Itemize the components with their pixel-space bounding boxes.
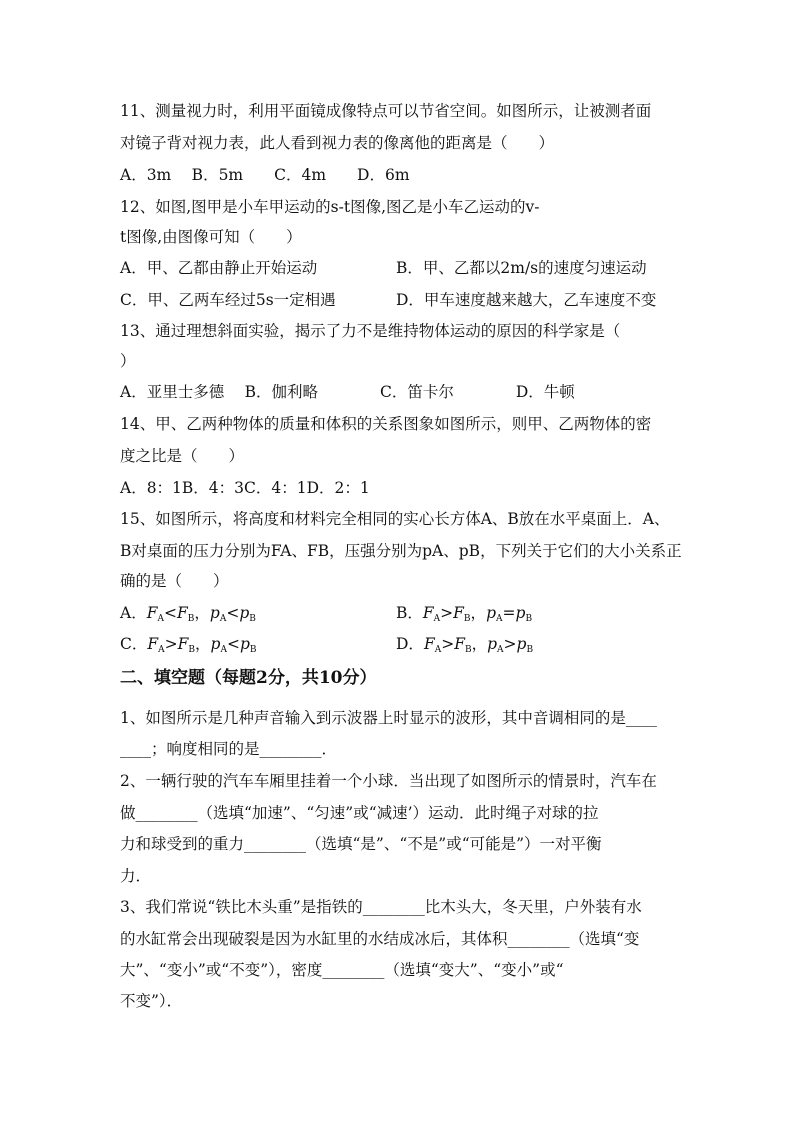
fill-2-line-1: 2、一辆行驶的汽车车厢里挂着一个小球．当出现了如图所示的情景时，汽车在 xyxy=(120,772,657,790)
q12-option-b: B．甲、乙都以2m/s的速度匀速运动 xyxy=(396,259,647,277)
q14-line-1: 14、甲、乙两种物体的质量和体积的关系图象如图所示，则甲、乙两物体的密 xyxy=(120,415,652,433)
q15-option-b: B．$F_A>F_B$，$p_A=p_B$ xyxy=(396,604,533,624)
q11-options: A．3m B．5m C．4m D．6m xyxy=(120,166,410,184)
q12-option-c: C．甲、乙两车经过5s一定相遇 xyxy=(120,291,336,309)
q15-option-a: A．$F_A<F_B$，$p_A<p_B$ xyxy=(120,604,256,624)
q13-options: A．亚里士多德 B．伽利略 C．笛卡尔 D．牛顿 xyxy=(120,383,575,401)
fill-2-line-2: 做________（选填“加速”、“匀速”或“减速’）运动．此时绳子对球的拉 xyxy=(120,804,599,822)
fill-3-line-4: 不变”）． xyxy=(120,992,183,1010)
fill-3-line-3: 大”、“变小”或“不变”），密度________（选填“变大”、“变小”或“ xyxy=(120,961,564,979)
q13-line-1: 13、通过理想斜面实验，揭示了力不是维持物体运动的原因的科学家是（ xyxy=(120,322,621,340)
q15-option-c: C．$F_A>F_B$，$p_A<p_B$ xyxy=(120,635,257,655)
q12-option-d: D．甲车速度越来越大，乙车速度不变 xyxy=(396,291,657,309)
q15-line-2: B对桌面的压力分别为FA、FB，压强分别为pA、pB，下列关于它们的大小关系正 xyxy=(120,542,682,560)
q14-options: A．8：1B．4：3C．4：1D．2：1 xyxy=(120,479,370,497)
fill-2-line-4: 力． xyxy=(120,867,152,885)
fill-1-line-1: 1、如图所示是几种声音输入到示波器上时显示的波形，其中音调相同的是____ xyxy=(120,709,657,727)
section-2-heading: 二、填空题（每题2分，共10分） xyxy=(120,668,377,688)
fill-2-line-3: 力和球受到的重力________（选填“是”、“不是”或“可能是”）一对平衡 xyxy=(120,835,602,853)
q11-line-1: 11、测量视力时，利用平面镜成像特点可以节省空间。如图所示，让被测者面 xyxy=(120,102,652,120)
q14-line-2: 度之比是（ ） xyxy=(120,447,245,465)
q13-line-2: ） xyxy=(120,352,136,370)
q15-line-3: 确的是（ ） xyxy=(120,572,229,590)
q11-line-2: 对镜子背对视力表，此人看到视力表的像离他的距离是（ ） xyxy=(120,134,555,152)
q12-line-2: t图像,由图像可知（ ） xyxy=(120,228,302,246)
q15-option-d: D．$F_A>F_B$，$p_A>p_B$ xyxy=(396,635,534,655)
q12-line-1: 12、如图,图甲是小车甲运动的s-t图像,图乙是小车乙运动的v- xyxy=(120,198,540,216)
fill-3-line-1: 3、我们常说“铁比木头重”是指铁的________比木头大，冬天里，户外装有水 xyxy=(120,898,642,916)
fill-3-line-2: 的水缸常会出现破裂是因为水缸里的水结成冰后，其体积________（选填“变 xyxy=(120,930,640,948)
q12-option-a: A．甲、乙都由静止开始运动 xyxy=(120,259,318,277)
q15-line-1: 15、如图所示，将高度和材料完全相同的实心长方体A、B放在水平桌面上．A、 xyxy=(120,510,670,528)
fill-1-line-2: ____；响度相同的是________． xyxy=(120,740,338,758)
